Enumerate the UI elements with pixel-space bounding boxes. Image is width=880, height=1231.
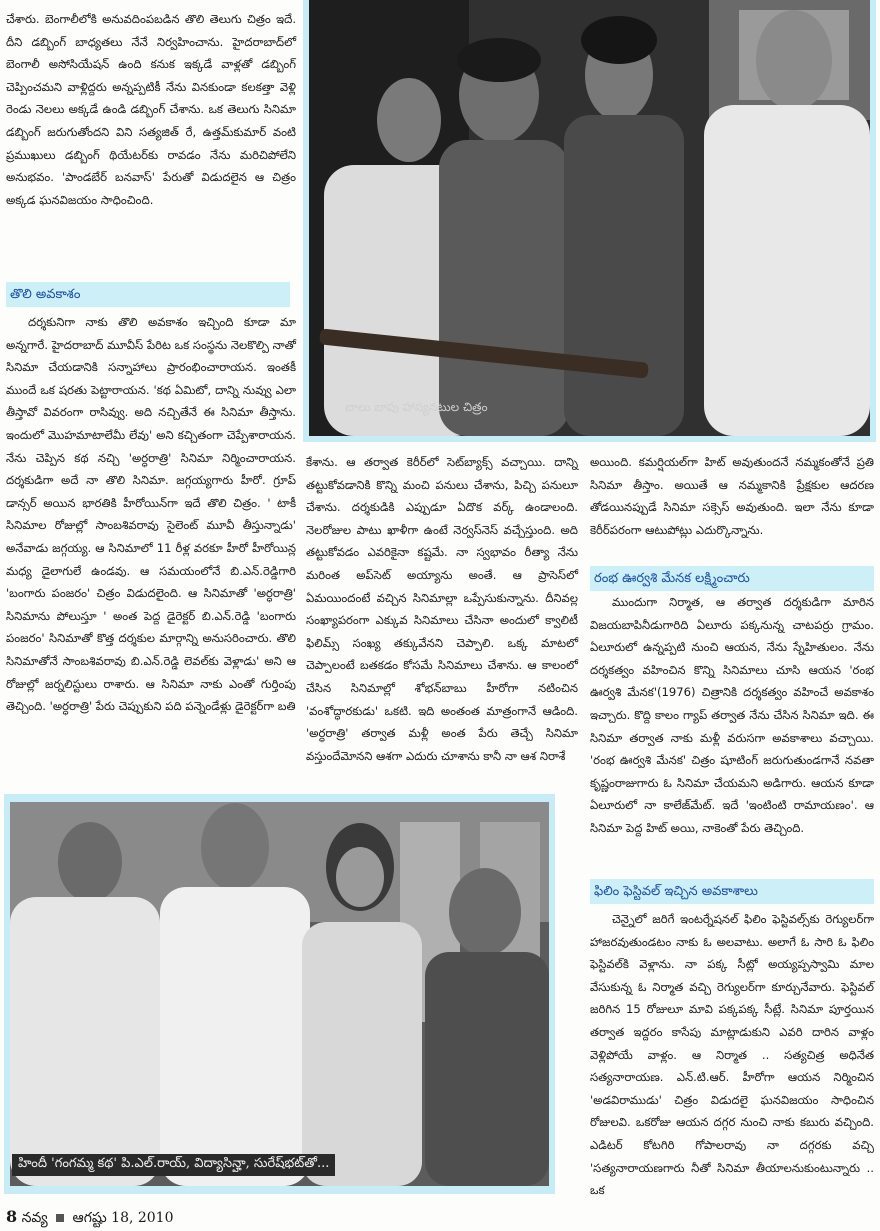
column-1-continued xyxy=(6,311,296,718)
top-photo xyxy=(309,0,870,436)
bottom-photo-frame xyxy=(4,794,555,1194)
top-photo-frame xyxy=(303,0,876,442)
col1-heading-toli-avakasam: తొలి అవకాశం xyxy=(6,282,290,307)
issue-date: ఆగష్టు 18, 2010 xyxy=(72,1210,174,1226)
column-3-part-3 xyxy=(590,908,874,1202)
bottom-photo xyxy=(10,802,549,1186)
col3-paragraph-1: అయింది. కమర్షియల్‌గా హిట్ అవుతుందనే నమ్మకంతోనే ప్రతి సినిమా తీస్తాం. అయితే ఆ నమ్మకానికి ప్రేక్షకుల ఆదరణ తోడయినప్పుడే సినిమా సక్సెస్ అవుతుంది. ఇలా నేను కూడా కెరీర్‌పరంగా ఆటుపోట్లు ఎదుర్కొన్నాను. xyxy=(590,455,874,537)
group-photo-four-people xyxy=(10,802,549,1186)
separator-square-icon xyxy=(56,1214,64,1222)
col3-paragraph-2: ముందుగా నిర్మాత, ఆ తర్వాత దర్శకుడిగా మారిన విజయబాపినీడుగారిది ఏలూరు పక్కనున్న చాటపర్రు గ్రామం. ఏలూరులో ఉన్నప్పటి నుంచి ఆయన, నేను స్నేహితులం. నేను దర్శకత్వం వహించిన కొన్ని సినిమాలు చూసి ఆయన 'రంభ ఊర్వశి మేనక'(1976) చిత్రానికి దర్శకత్వం వహించే అవకాశం ఇచ్చారు. కొద్ది కాలం గ్యాప్ తర్వాత నేను చేసిన సినిమా ఇది. ఈ సినిమా తర్వాత నాకు మళ్లీ వరుసగా అవకాశాలు వచ్చాయి. 'రంభ ఊర్వశి మేనక' చిత్రం షూటింగ్ జరుగుతుండగానే నవతా కృష్ణంరాజుగారు ఓ సినిమా చేయమని అడిగారు. ఆయన కూడా ఏలూరులో నా కాలేజ్‌మేట్. ఇదే 'ఇంటింటి రామాయణం'. ఆ సినిమా పెద్ద హిట్ అయి, నాకెంతో పేరు తెచ్చింది. xyxy=(590,595,874,835)
page-number: 8 xyxy=(6,1207,18,1226)
col1-paragraph-2: దర్శకునిగా నాకు తొలి అవకాశం ఇచ్చింది కూడా మా అన్నగారే. హైదరాబాద్ మూవీస్ పేరిట ఒక సంస్థను నెలకొల్పి నాతో సినిమా చేయడానికి సన్నాహాలు ప్రారంభించారాయన. ఇంతకీ ముందే ఒక షరతు పెట్టారాయన. 'కథ ఏమిటో, దాన్ని నువ్వు ఎలా తీస్తావో వివరంగా రాసివ్వు. అది నచ్చితేనే ఈ సినిమా తీస్తాను. ఇందులో మొహమాటాలేమీ లేవు' అని కచ్చితంగా చెప్పేశారాయన. నేను చెప్పిన కథ నచ్చి 'అర్ధరాత్రి' సినిమా నిర్మించారాయన. దర్శకుడిగా అదే నా తొలి సినిమా. జగ్గయ్యగారు హీరో. గ్రూప్ డాన్సర్ అయిన భారతికి హీరోయిన్‌గా ఇదే తొలి చిత్రం. ' టాకీ సినిమాల రోజుల్లో సాంబశివరావు సైలెంట్ మూవీ తీస్తున్నాడు' అనేవాడు జగ్గయ్య. ఆ సినిమాలో 11 రీళ్ల వరకూ హీరో హీరోయిన్ల మధ్య డైలాగులే ఉండవు. ఆ సమయంలోనే బి.ఎన్.రెడ్డిగారి 'బంగారు పంజరం' చిత్రం విడుదలైంది. ఆ సినిమాతో 'అర్ధరాత్రి' సినిమాను పోలుస్తూ ' అంత పెద్ద డైరెక్టర్ బి.ఎన్.రెడ్డి 'బంగారు పంజరం' సినిమాతో కొత్త దర్శకుల మార్గాన్ని అనుసరించారు. తొలి సినిమాతోనే సాంబశివరావు బి.ఎన్.రెడ్డి లెవల్‌కు వెళ్లాడు' అని ఆ రోజుల్లో జర్నలిస్టులు రాశారు. ఆ సినిమా నాకు ఎంతో గుర్తింపు తెచ్చింది. 'అర్ధరాత్రి' పేరు చెప్పుకుని పది పన్నెండేళ్లు డైరెక్టర్‌గా బతి xyxy=(6,315,296,714)
page-footer xyxy=(6,1207,174,1229)
top-photo-caption: బాలు బాపు హాస్యనటుల చిత్రం xyxy=(345,400,488,414)
group-photo-four-men xyxy=(309,0,870,436)
column-3 xyxy=(590,451,874,541)
column-1 xyxy=(6,8,296,211)
column-3-part-2 xyxy=(590,591,874,840)
col2-paragraph-1: కేశాను. ఆ తర్వాత కెరీర్‌లో సెట్‌బ్యాక్స్ వచ్చాయి. దాన్ని తట్టుకోవడానికి కొన్ని మంచి పనులు చేశాను, పిచ్చి పనులూ చేశాను. దర్శకుడికి ఎప్పుడూ ఏదొక వర్క్ ఉండాలంది. నెలరోజుల పాటు ఖాళీగా ఉంటే నెర్వస్‌నెస్ వచ్చేస్తుంది. అది తట్టుకోవడం ఎవరికైనా కష్టమే. నా స్వభావం రీత్యా నేను మరింత అప్‌సెట్ అయ్యాను అంతే. ఆ ప్రాసెస్‌లో ఏమయిందంటే వచ్చిన సినిమాల్లా ఒప్పేసుకున్నాను. దీనివల్ల సంఖ్యాపరంగా ఎక్కువ సినిమాలు చేసినా అందులో క్వాలిటీ ఫిలిమ్స్ సంఖ్య తక్కువేనని చెప్పాలి. ఒక్క మాటలో చెప్పాలంటే బతకడం కోసమే సినిమాలు చేశాను. ఆ కాలంలో చేసిన సినిమాల్లో శోభన్‌బాబు హీరోగా నటించిన 'వంశోద్ధారకుడు' ఒకటి. ఇది అంతంత మాత్రంగానే ఆడింది. 'అర్ధరాత్రి' తర్వాత మళ్లీ అంత పేరు తెచ్చే సినిమా వస్తుందేమోనని ఆశగా ఎదురు చూశాను కానీ నా ఆశ నిరాశే xyxy=(306,455,578,763)
col3-paragraph-3: చెన్నైలో జరిగే ఇంటర్నేషనల్ ఫిలిం ఫెస్టివల్స్‌కు రెగ్యులర్‌గా హాజరవుతుండటం నాకు ఓ అలవాటు. అలాగే ఓ సారి ఓ ఫిలిం ఫెస్టివల్‌కి వెళ్లాను. నా పక్క సీట్లో అయ్యప్పస్వామి మాల వేసుకున్న ఓ నిర్మాత వచ్చి రెగ్యులర్‌గా కూర్చునేవారు. ఫెస్టివల్ జరిగిన 15 రోజులూ మావి పక్కపక్క సీట్లే. సినిమా పూర్తయిన తర్వాత ఇద్దరం కాసేపు మాట్లాడుకుని ఎవరి దారిన వాళ్లం వెళ్లిపోయే వాళ్లం. ఆ నిర్మాత .. సత్యచిత్ర అధినేత సత్యనారాయణ. ఎన్.టి.ఆర్. హీరోగా ఆయన నిర్మించిన 'అడవిరాముడు' చిత్రం విడుదలై ఘనవిజయం సాధించిన రోజులవి. ఒకరోజు ఆయన దగ్గర నుంచి నాకు కబురు వచ్చింది. ఎడిటర్ కోటగిరి గోపాలరావు నా దగ్గరకు వచ్చి 'సత్యనారాయణగారు నీతో సినిమా తీయాలనుకుంటున్నారు .. ఒక xyxy=(590,912,874,1198)
bottom-photo-caption: హిందీ 'గంగమ్మ కథ' పి.ఎల్.రాయ్, విద్యాసిన్హా, సురేష్‌భట్‌తో... xyxy=(12,1154,335,1176)
col3-heading-film-festival: ఫిలిం ఫెస్టివల్ ఇచ్చిన అవకాశాలు xyxy=(590,879,874,904)
col3-heading-rambha: రంభ ఊర్వశి మేనక లక్ష్మించారు xyxy=(590,566,874,591)
magazine-name: నవ్య xyxy=(21,1210,48,1226)
col1-paragraph-1: చేశారు. బెంగాలీలోకి అనువదింపబడిన తొలి తెలుగు చిత్రం ఇదే. దీని డబ్బింగ్ బాధ్యతలు నేనే నిర్వహించాను. హైదరాబాద్‌లో బెంగాలీ అసోసియేషన్ ఉంది కనుక ఇక్కడే వాళ్లతో డబ్బింగ్ చెప్పించమని వాళ్లిద్దరు అన్నప్పటికీ నేను వినకుండా కలకత్తా వెళ్లి రెండు నెలలు అక్కడే ఉండి డబ్బింగ్ చేశాను. ఒక తెలుగు సినిమా డబ్బింగ్ జరుగుతోందని విని సత్యజిత్ రే, ఉత్తమ్‌కుమార్ వంటి ప్రముఖులు డబ్బింగ్ థియేటర్‌కు రావడం నేను మరిచిపోలేని అనుభవం. 'పాండబేర్ బనవాస్' పేరుతో విడుదలైన ఆ చిత్రం అక్కడ ఘనవిజయం సాధించింది. xyxy=(6,12,296,207)
column-2 xyxy=(306,451,578,767)
